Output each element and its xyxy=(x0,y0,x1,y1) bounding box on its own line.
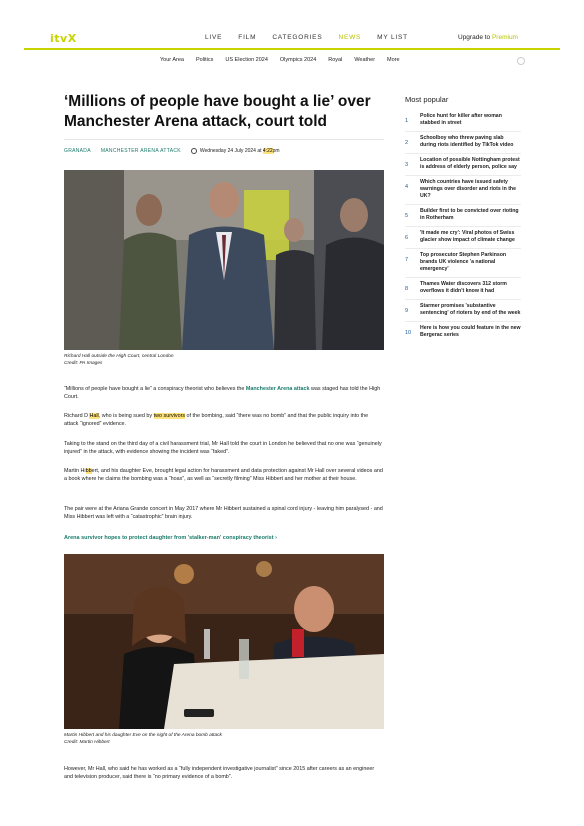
clock-icon xyxy=(191,148,197,154)
link-manchester-arena-attack[interactable]: Manchester Arena attack xyxy=(245,386,310,392)
list-item[interactable]: 2 Schoolboy who threw paving slab during riots identified by TikTok video xyxy=(405,131,521,153)
list-item[interactable]: 8 Thames Water discovers 312 storm overflows it didn't know it had xyxy=(405,277,521,299)
paragraph-2: Richard D Hall, who is being sued by two survivors of the bombing, said “there was no bomb” and that the public inquiry into the attack “ignored” evidence. xyxy=(64,413,369,427)
list-item[interactable]: 3 Location of possible Nottingham protest is address of elderly person, police say xyxy=(405,153,521,175)
paragraph-6: However, Mr Hall, who said he has worked as a “fully independent investigative journalist” since 2015 after careers as an engineer and television producer, said there is “no primary evidence of a bomb”. xyxy=(64,766,375,780)
most-popular-list xyxy=(405,110,521,343)
photo-caption-1: Richard Hall outside the High Court, central London Credit: PA Images xyxy=(64,354,174,366)
list-item[interactable]: 7 Top prosecutor Stephen Parkinson brands UK violence 'a national emergency' xyxy=(405,248,521,277)
news-subnav xyxy=(160,57,412,63)
subnav-weather[interactable]: Weather xyxy=(354,57,376,63)
list-item[interactable]: 1 Police hunt for killer after woman stabbed in street xyxy=(405,113,502,126)
subnav-your-area[interactable]: Your Area xyxy=(160,57,184,63)
meta-divider xyxy=(64,139,384,140)
paragraph-5: The pair were at the Ariana Grande concert in May 2017 where Mr Hibbert sustained a spinal cord injury - leaving him paralysed - and Miss Hibbert was left with a “catastrophic” brain injury. xyxy=(64,506,383,520)
tag-granada[interactable]: GRANADA xyxy=(64,148,91,154)
most-popular-title: Most popular xyxy=(405,95,449,104)
article-photo-hibbert xyxy=(64,554,384,729)
photo-caption-2: Martin Hibbert and his daughter Eve on the night of the Arena bomb attack Credit: Martin Hibbert xyxy=(64,733,222,745)
nav-news[interactable]: NEWS xyxy=(338,34,362,41)
article-meta xyxy=(64,148,280,154)
tag-manchester-arena-attack[interactable]: MANCHESTER ARENA ATTACK xyxy=(100,148,181,154)
list-item[interactable]: 9 Starmer promises 'substantive sentencing' of rioters by end of the week xyxy=(405,299,521,321)
upgrade-premium-link[interactable]: Upgrade to Premium xyxy=(458,34,518,41)
subnav-olympics[interactable]: Olympics 2024 xyxy=(279,57,317,63)
related-article-link[interactable]: Arena survivor hopes to protect daughter from 'stalker-man' conspiracy theorist › xyxy=(64,535,277,541)
chevron-right-icon: › xyxy=(275,535,277,541)
paragraph-1: “Millions of people have bought a lie” a conspiracy theorist who believes the Manchester Arena attack was staged has told the High Court. xyxy=(64,386,381,400)
header-divider xyxy=(24,48,560,50)
nav-live[interactable]: LIVE xyxy=(205,34,223,41)
subnav-politics[interactable]: Politics xyxy=(195,57,214,63)
subnav-more[interactable]: More xyxy=(387,57,400,63)
search-icon[interactable] xyxy=(517,57,525,65)
nav-categories[interactable]: CATEGORIES xyxy=(272,34,323,41)
main-nav xyxy=(205,34,424,41)
paragraph-4: Martin Hibbert, and his daughter Eve, brought legal action for harassment and data protection against Mr Hall over several videos and a book where he claims the bombing was a “hoax”, as well as “secretly filming” Miss Hibbert and her mother at their house. xyxy=(64,468,383,482)
article-headline: ‘Millions of people have bought a lie’ over Manchester Arena attack, court told xyxy=(64,93,371,130)
nav-my-list[interactable]: MY LIST xyxy=(377,34,408,41)
list-item[interactable]: 6 'It made me cry': Viral photos of Swiss glacier show impact of climate change xyxy=(405,226,521,248)
subnav-us-election[interactable]: US Election 2024 xyxy=(225,57,268,63)
paragraph-3: Taking to the stand on the third day of a civil harassment trial, Mr Hall told the court in London he believed that no one was “genuinely injured” in the attack, with evidence showing the incident was “faked”. xyxy=(64,441,382,455)
itvx-logo[interactable]: itvX xyxy=(50,32,77,45)
publish-date: Wednesday 24 July 2024 at 4:22pm xyxy=(199,148,280,154)
nav-film[interactable]: FILM xyxy=(238,34,257,41)
subnav-royal[interactable]: Royal xyxy=(328,57,343,63)
list-item[interactable]: 5 Builder first to be convicted over rioting in Rotherham xyxy=(405,204,521,226)
top-header xyxy=(0,0,584,50)
list-item[interactable]: 10 Here is how you could feature in the new Bergerac series xyxy=(405,321,521,343)
list-item[interactable]: 4 Which countries have issued safety warnings over disorder and riots in the UK? xyxy=(405,175,521,204)
article-photo-richard-hall xyxy=(64,170,384,350)
